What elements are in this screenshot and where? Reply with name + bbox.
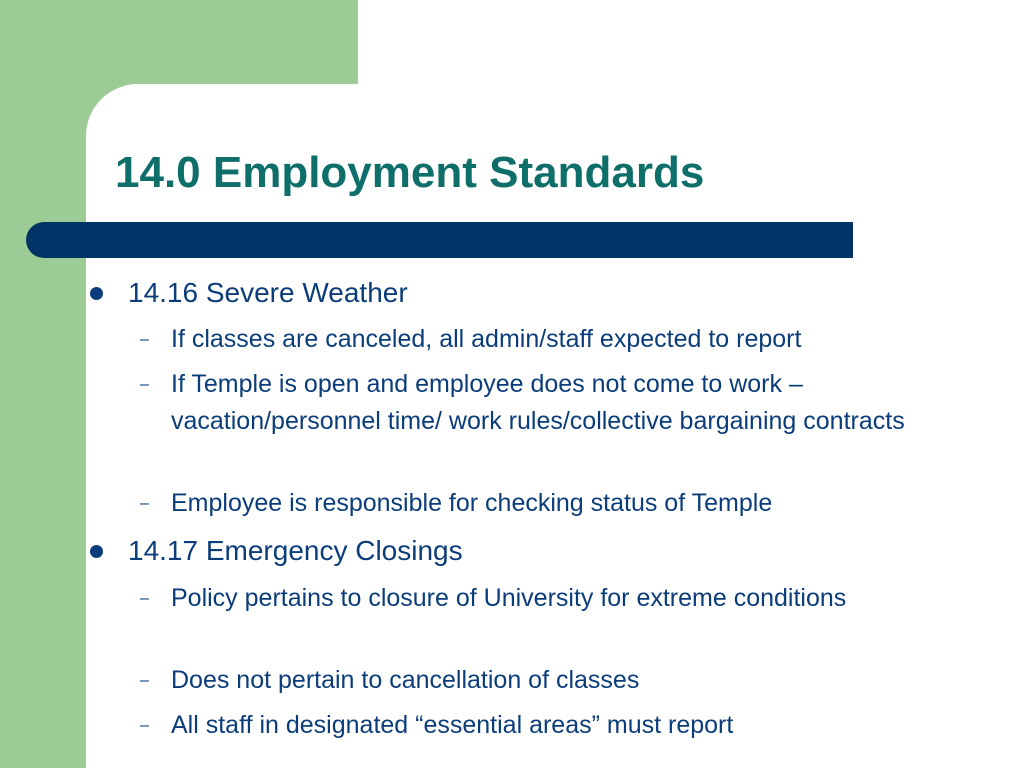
dash-icon: – — [140, 590, 149, 607]
sub-item-text: If classes are canceled, all admin/staff expected to report — [171, 325, 802, 353]
sub-item-text: If Temple is open and employee does not come to work – vacation/personnel time/ work rules/collective bargaining contracts — [171, 370, 905, 435]
bullet-heading: 14.17 Emergency Closings — [128, 535, 463, 566]
bullet-dot-icon — [90, 545, 103, 558]
sub-item-text: Employee is responsible for checking status of Temple — [171, 489, 773, 517]
dash-icon: – — [140, 495, 149, 512]
dash-icon: – — [140, 672, 149, 689]
bullet-heading: 14.16 Severe Weather — [128, 277, 408, 308]
dash-icon: – — [140, 717, 149, 734]
dash-icon: – — [140, 331, 149, 348]
sub-item-text: Policy pertains to closure of University for extreme conditions — [171, 584, 847, 612]
sub-item-text: Does not pertain to cancellation of classes — [171, 666, 640, 694]
bullet-dot-icon — [90, 287, 103, 300]
dash-icon: – — [140, 376, 149, 393]
slide-title: 14.0 Employment Standards — [115, 148, 705, 197]
sub-item-text: All staff in designated “essential areas” must report — [171, 711, 734, 739]
